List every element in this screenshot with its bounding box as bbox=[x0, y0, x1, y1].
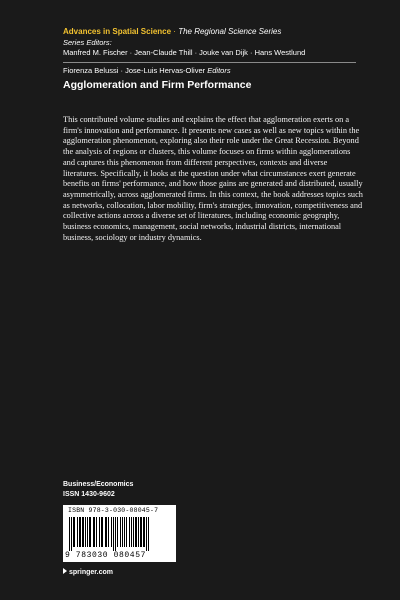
barcode-bar bbox=[105, 517, 107, 547]
barcode-bar bbox=[85, 517, 86, 547]
barcode-bar bbox=[111, 517, 112, 547]
barcode-bar bbox=[115, 517, 116, 551]
barcode-digits: 9 783030 080457 bbox=[65, 551, 147, 560]
series-separator: · bbox=[173, 27, 176, 36]
category-label: Business/Economics bbox=[63, 481, 134, 488]
subseries-name: The Regional Science Series bbox=[178, 27, 282, 36]
series-line bbox=[63, 27, 383, 37]
barcode-bar bbox=[143, 517, 145, 547]
book-description: This contributed volume studies and explains the effect that agglomeration exerts on a firm's innovation and performance. It presents new cases as well as new topics within the agglomeration phenomenon, exploring also their role under the Great Recession. Beyond the analysis of regions or clusters, this volume focuses on firms within agglomerations and captures this phenomenon from different perspectives, contexts and diverse literatures. Specifically, it looks at the question under what circumstances exert generate benefits on firms' performance, and how those gains are generated and distributed, usually asymmetrically, across agglomerated firms. In this context, the book addresses topics such as networks, collocation, labor mobility, firm's strategies, innovation, competitiveness and collective actions across a diverse set of literatures, including economic geography, business economics, management, social networks, industrial districts, international business, sociology or industry dynamics. bbox=[63, 115, 363, 242]
barcode-bar bbox=[133, 517, 134, 547]
barcode-bar bbox=[113, 517, 114, 551]
barcode-bar bbox=[99, 517, 100, 547]
book-title: Agglomeration and Firm Performance bbox=[63, 79, 252, 91]
barcode-bar bbox=[93, 517, 95, 547]
isbn-barcode bbox=[63, 505, 176, 562]
series-editors-label: Series Editors: bbox=[63, 38, 112, 47]
barcode-bar bbox=[120, 517, 121, 547]
barcode-bar bbox=[146, 517, 147, 551]
barcode-bar bbox=[87, 517, 88, 547]
barcode-bar bbox=[69, 517, 70, 551]
issn-label: ISSN 1430-9602 bbox=[63, 491, 115, 498]
barcode-bar bbox=[71, 517, 72, 551]
barcode-bar bbox=[108, 517, 109, 547]
barcode-bar bbox=[140, 517, 142, 547]
barcode-bar bbox=[126, 517, 127, 547]
barcode-bar bbox=[148, 517, 149, 551]
series-block bbox=[63, 27, 383, 58]
barcode-bar bbox=[131, 517, 132, 547]
barcode-bar bbox=[82, 517, 84, 547]
triangle-arrow-icon bbox=[63, 568, 67, 574]
series-editors-names: Manfred M. Fischer · Jean-Claude Thill · Jouke van Dijk · Hans Westlund bbox=[63, 48, 306, 57]
barcode-bar bbox=[124, 517, 125, 547]
barcode-bar bbox=[73, 517, 75, 547]
website-text: springer.com bbox=[69, 569, 113, 576]
barcode-bar bbox=[138, 517, 139, 547]
barcode-bar bbox=[129, 517, 130, 547]
barcode-bar bbox=[135, 517, 137, 547]
barcode-bars bbox=[68, 517, 171, 551]
barcode-bar bbox=[79, 517, 81, 547]
book-editors bbox=[63, 66, 231, 75]
book-editors-suffix: Editors bbox=[207, 66, 231, 75]
publisher-website[interactable] bbox=[63, 568, 113, 576]
barcode-bar bbox=[122, 517, 123, 547]
book-editors-names: Fiorenza Belussi · Jose-Luis Hervas-Oliver bbox=[63, 66, 206, 75]
barcode-bar bbox=[77, 517, 78, 547]
isbn-text: ISBN 978-3-030-08045-7 bbox=[68, 507, 159, 514]
barcode-bar bbox=[101, 517, 103, 547]
barcode-bar bbox=[117, 517, 118, 547]
barcode-bar bbox=[96, 517, 97, 547]
divider-rule bbox=[63, 62, 356, 63]
series-name: Advances in Spatial Science bbox=[63, 27, 172, 36]
barcode-bar bbox=[89, 517, 91, 547]
